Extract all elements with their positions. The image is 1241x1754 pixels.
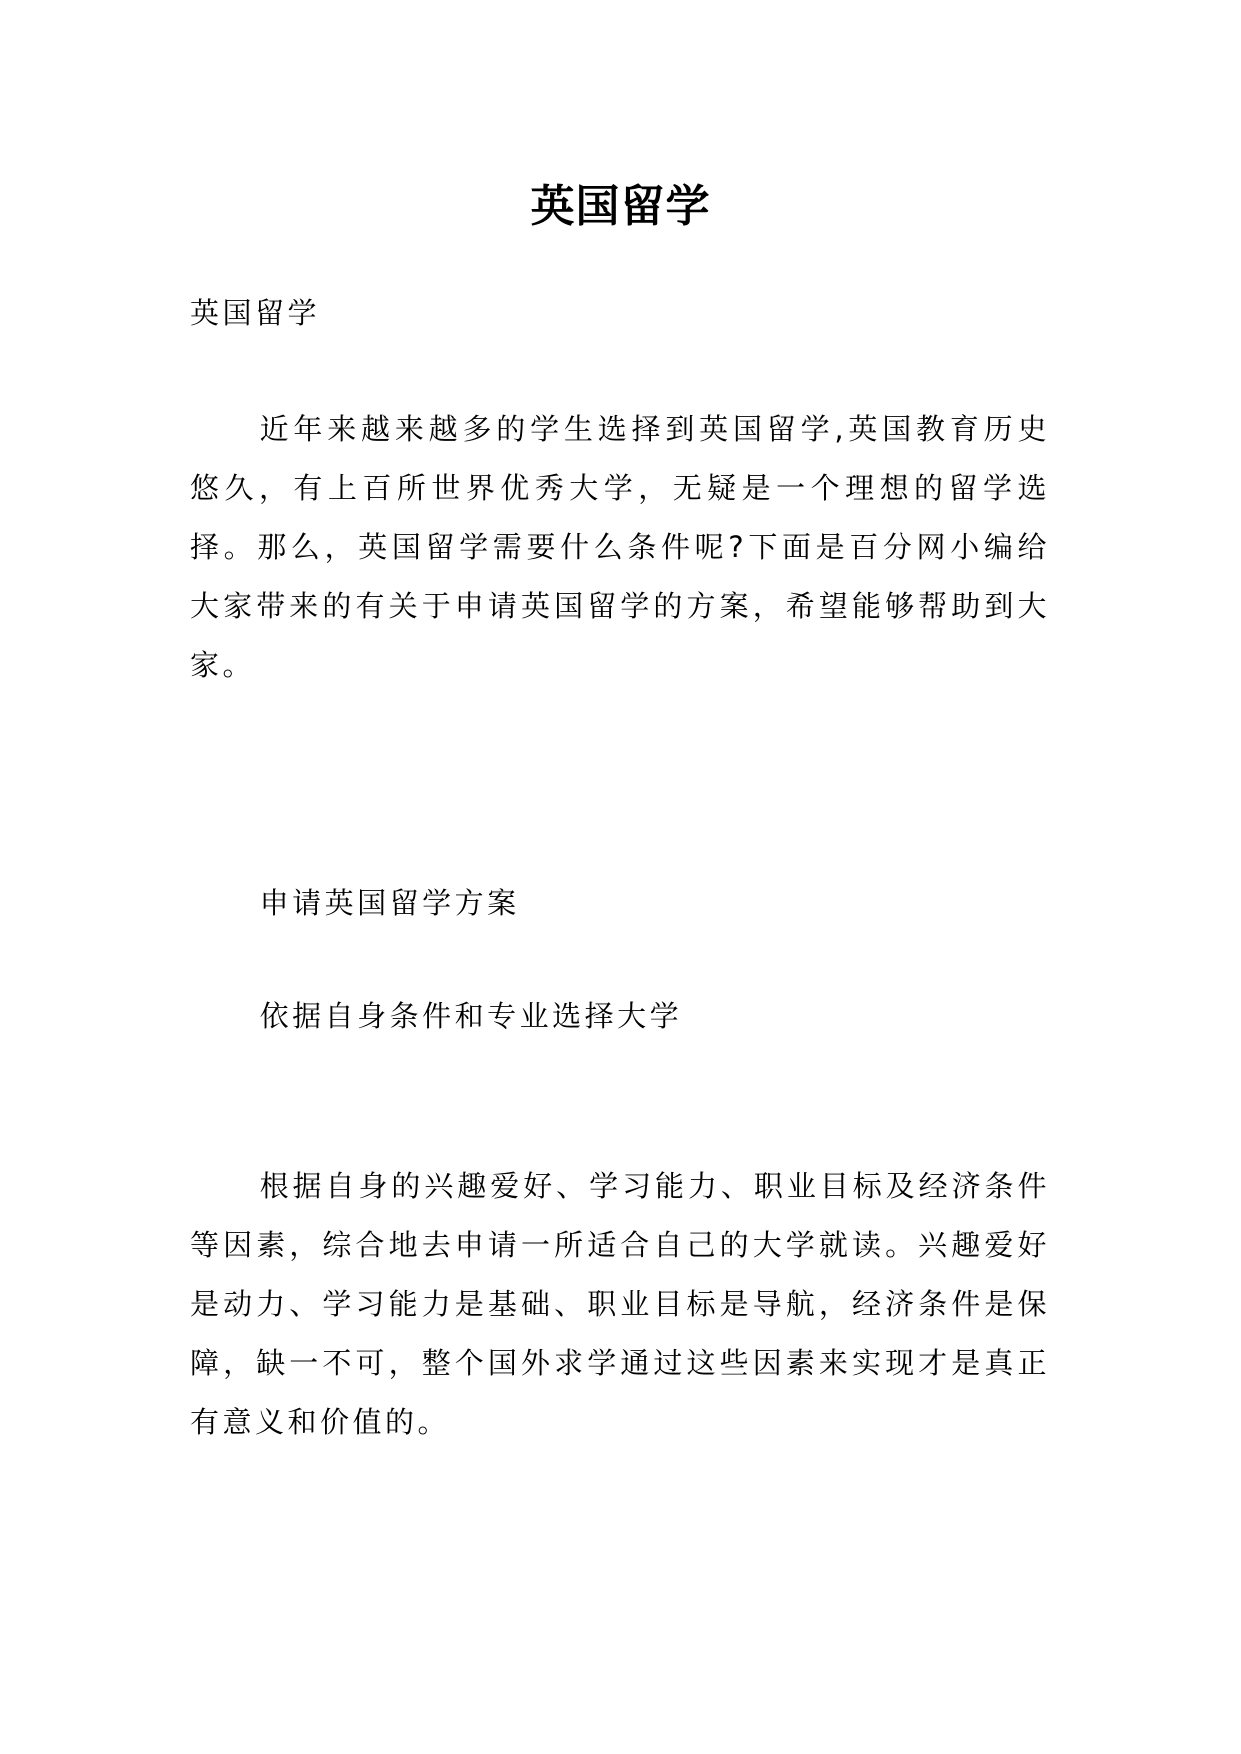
- page-title: 英国留学: [530, 181, 711, 233]
- subheading-choose-university: 依据自身条件和专业选择大学: [259, 999, 683, 1033]
- section-label: 英国留学: [190, 296, 321, 330]
- body-paragraph: 根据自身的兴趣爱好、学习能力、职业目标及经济条件等因素，综合地去申请一所适合自己的大学就读。兴趣爱好是动力、学习能力是基础、职业目标是导航，经济条件是保障，缺一不可，整个国外求学通过这些因素来实现才是真正有意义和价值的。: [190, 1169, 1050, 1439]
- intro-paragraph: 近年来越来越多的学生选择到英国留学,英国教育历史悠久，有上百所世界优秀大学，无疑是一个理想的留学选择。那么，英国留学需要什么条件呢?下面是百分网小编给大家带来的有关于申请英国留学的方案，希望能够帮助到大家。: [190, 412, 1050, 682]
- subheading-application-plan: 申请英国留学方案: [259, 886, 520, 920]
